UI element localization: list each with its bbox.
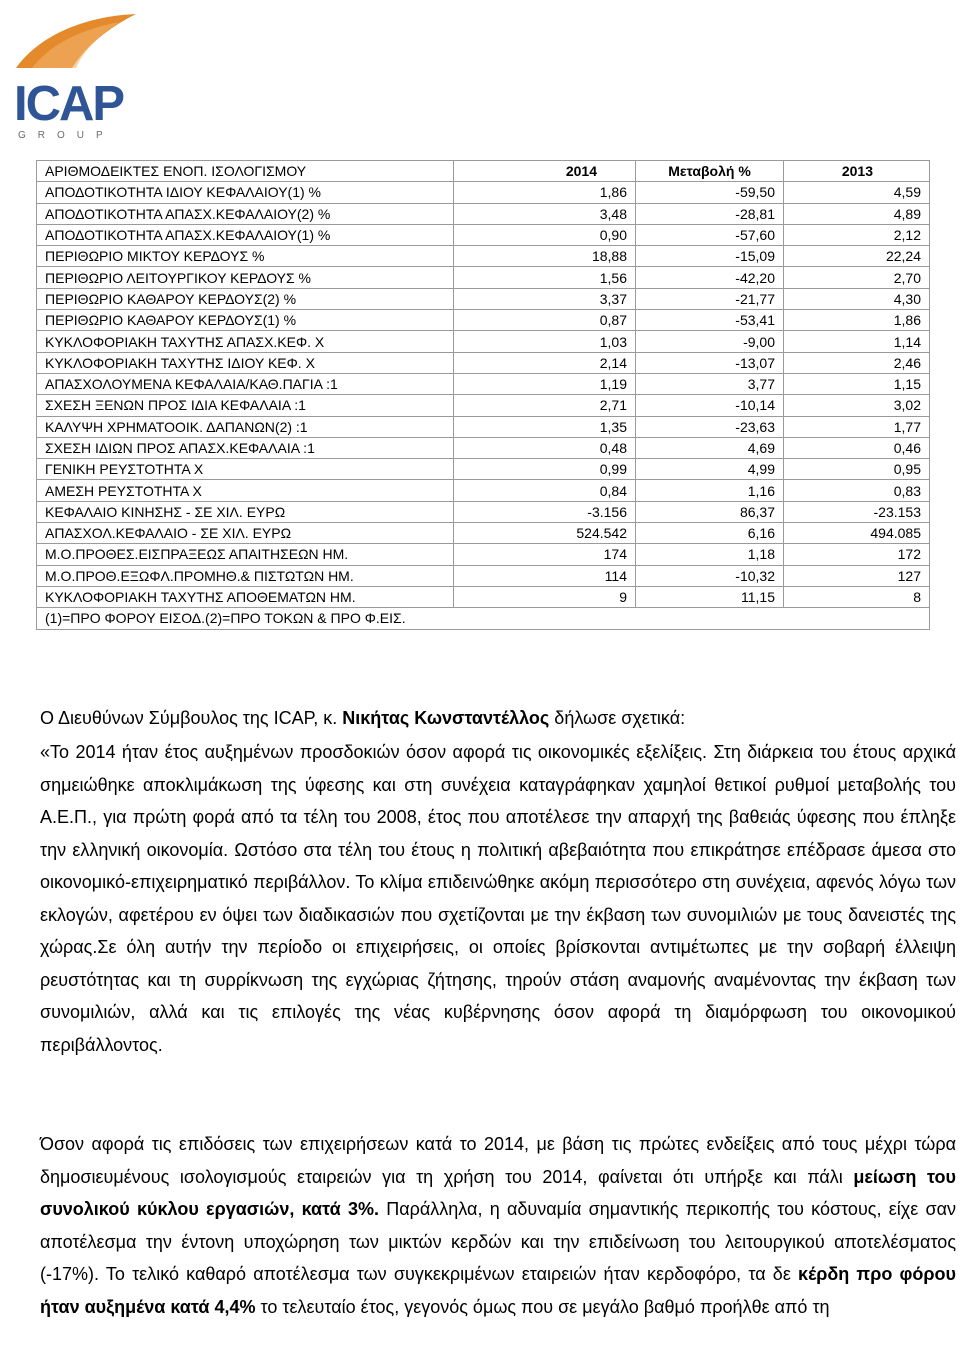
value-2014: 0,84 bbox=[454, 480, 636, 501]
row-label: Μ.Ο.ΠΡΟΘ.ΕΞΩΦΛ.ΠΡΟΜΗΘ.& ΠΙΣΤΩΤΩΝ ΗΜ. bbox=[37, 565, 454, 586]
row-label: ΑΠΟΔΟΤΙΚΟΤΗΤΑ ΑΠΑΣΧ.ΚΕΦΑΛΑΙΟΥ(2) % bbox=[37, 203, 454, 224]
p2-part3: το τελευταίο έτος, γεγονός όμως που σε μεγάλο βαθμό προήλθε από τη bbox=[255, 1296, 830, 1317]
row-label: ΣΧΕΣΗ ΞΕΝΩΝ ΠΡΟΣ ΙΔΙΑ ΚΕΦΑΛΑΙΑ :1 bbox=[37, 395, 454, 416]
table-header-row bbox=[37, 161, 930, 182]
row-label: ΑΜΕΣΗ ΡΕΥΣΤΟΤΗΤΑ Χ bbox=[37, 480, 454, 501]
value-2014: 1,03 bbox=[454, 331, 636, 352]
table-row bbox=[37, 331, 930, 352]
value-2013: 2,46 bbox=[784, 352, 930, 373]
row-label: ΚΥΚΛΟΦΟΡΙΑΚΗ ΤΑΧΥΤΗΣ ΑΠΑΣΧ.ΚΕΦ. Χ bbox=[37, 331, 454, 352]
header-2013: 2013 bbox=[784, 161, 930, 182]
table-row bbox=[37, 586, 930, 607]
footnote-row bbox=[37, 608, 930, 629]
value-change: -21,77 bbox=[636, 288, 784, 309]
ceo-name: Νικήτας Κωνσταντέλλος bbox=[342, 708, 550, 728]
p2-part2: Παράλληλα, η αδυναμία σημαντικής περικοπής του κόστους, είχε σαν αποτέλεσμα την έντονη υποχώρηση των μικτών κερδών και την επιδείνωση του λειτουργικού αποτελέσματος (-17%). Το τελικό καθαρό αποτέλεσμα των συγκεκριμένων εταιρειών ήταν κερδοφόρο, τα δε bbox=[40, 1199, 956, 1284]
p2-part1: Όσον αφορά τις επιδόσεις των επιχειρήσεων κατά το 2014, με βάση τις πρώτες ενδείξεις από τους μέχρι τώρα δημοσιευμένους ισολογισμούς εταιρειών για τη χρήση του 2014, φαίνεται ότι υπήρξε και πάλι bbox=[40, 1134, 956, 1187]
table-row bbox=[37, 480, 930, 501]
value-2013: 4,89 bbox=[784, 203, 930, 224]
row-label: ΚΥΚΛΟΦΟΡΙΑΚΗ ΤΑΧΥΤΗΣ ΙΔΙΟΥ ΚΕΦ. Χ bbox=[37, 352, 454, 373]
value-2013: 8 bbox=[784, 586, 930, 607]
table-row bbox=[37, 416, 930, 437]
value-2014: 9 bbox=[454, 586, 636, 607]
value-2014: 0,90 bbox=[454, 224, 636, 245]
row-label: ΚΕΦΑΛΑΙΟ ΚΙΝΗΣΗΣ - ΣΕ ΧΙΛ. ΕΥΡΩ bbox=[37, 501, 454, 522]
row-label: ΠΕΡΙΘΩΡΙΟ ΛΕΙΤΟΥΡΓΙΚΟΥ ΚΕΡΔΟΥΣ % bbox=[37, 267, 454, 288]
table-row bbox=[37, 544, 930, 565]
row-label: ΓΕΝΙΚΗ ΡΕΥΣΤΟΤΗΤΑ Χ bbox=[37, 459, 454, 480]
ratios-table bbox=[36, 160, 930, 630]
value-change: 4,99 bbox=[636, 459, 784, 480]
value-change: 3,77 bbox=[636, 373, 784, 394]
value-change: -10,14 bbox=[636, 395, 784, 416]
logo-group: GROUP bbox=[18, 130, 115, 140]
row-label: ΚΑΛΥΨΗ ΧΡΗΜΑΤΟΟΙΚ. ΔΑΠΑΝΩΝ(2) :1 bbox=[37, 416, 454, 437]
intro-post: δήλωσε σχετικά: bbox=[549, 708, 686, 728]
value-2014: 114 bbox=[454, 565, 636, 586]
icap-logo bbox=[12, 10, 140, 140]
value-change: -28,81 bbox=[636, 203, 784, 224]
value-2013: 0,83 bbox=[784, 480, 930, 501]
row-label: Μ.Ο.ΠΡΟΘΕΣ.ΕΙΣΠΡΑΞΕΩΣ ΑΠΑΙΤΗΣΕΩΝ ΗΜ. bbox=[37, 544, 454, 565]
row-label: ΑΠΑΣΧΟΛ.ΚΕΦΑΛΑΙΟ - ΣΕ ΧΙΛ. ΕΥΡΩ bbox=[37, 523, 454, 544]
value-change: -59,50 bbox=[636, 182, 784, 203]
value-change: 6,16 bbox=[636, 523, 784, 544]
value-2014: -3.156 bbox=[454, 501, 636, 522]
value-change: -13,07 bbox=[636, 352, 784, 373]
value-change: 1,16 bbox=[636, 480, 784, 501]
row-label: ΣΧΕΣΗ ΙΔΙΩΝ ΠΡΟΣ ΑΠΑΣΧ.ΚΕΦΑΛΑΙΑ :1 bbox=[37, 437, 454, 458]
header-change: Μεταβολή % bbox=[636, 161, 784, 182]
value-2014: 0,99 bbox=[454, 459, 636, 480]
value-2013: 127 bbox=[784, 565, 930, 586]
value-change: -10,32 bbox=[636, 565, 784, 586]
table-row bbox=[37, 246, 930, 267]
table-row bbox=[37, 224, 930, 245]
value-2013: 22,24 bbox=[784, 246, 930, 267]
value-2014: 2,71 bbox=[454, 395, 636, 416]
value-change: -9,00 bbox=[636, 331, 784, 352]
value-2013: 3,02 bbox=[784, 395, 930, 416]
value-2014: 3,48 bbox=[454, 203, 636, 224]
table-row bbox=[37, 352, 930, 373]
value-2013: -23.153 bbox=[784, 501, 930, 522]
value-2014: 0,87 bbox=[454, 310, 636, 331]
value-change: -15,09 bbox=[636, 246, 784, 267]
table-body bbox=[37, 182, 930, 608]
value-2013: 1,86 bbox=[784, 310, 930, 331]
ceo-intro bbox=[40, 702, 956, 735]
header-label: ΑΡΙΘΜΟΔΕΙΚΤΕΣ ΕΝΟΠ. ΙΣΟΛΟΓΙΣΜΟΥ bbox=[37, 161, 454, 182]
value-2014: 1,35 bbox=[454, 416, 636, 437]
row-label: ΑΠΑΣΧΟΛΟΥΜΕΝΑ ΚΕΦΑΛΑΙΑ/ΚΑΘ.ΠΑΓΙΑ :1 bbox=[37, 373, 454, 394]
value-2013: 172 bbox=[784, 544, 930, 565]
p2-bold1: μείωση του συνολικού κύκλου εργασιών, κατά 3%. bbox=[40, 1166, 956, 1219]
table-row bbox=[37, 501, 930, 522]
table-row bbox=[37, 267, 930, 288]
table-row bbox=[37, 203, 930, 224]
value-2014: 1,86 bbox=[454, 182, 636, 203]
table-row bbox=[37, 182, 930, 203]
table-row bbox=[37, 310, 930, 331]
value-change: 1,18 bbox=[636, 544, 784, 565]
value-2014: 3,37 bbox=[454, 288, 636, 309]
value-2014: 1,56 bbox=[454, 267, 636, 288]
value-2013: 494.085 bbox=[784, 523, 930, 544]
value-change: -42,20 bbox=[636, 267, 784, 288]
value-change: -53,41 bbox=[636, 310, 784, 331]
logo-wordmark: ICAP bbox=[14, 77, 124, 131]
value-2013: 4,59 bbox=[784, 182, 930, 203]
table-row bbox=[37, 373, 930, 394]
value-2014: 2,14 bbox=[454, 352, 636, 373]
row-label: ΠΕΡΙΘΩΡΙΟ ΜΙΚΤΟΥ ΚΕΡΔΟΥΣ % bbox=[37, 246, 454, 267]
row-label: ΠΕΡΙΘΩΡΙΟ ΚΑΘΑΡΟΥ ΚΕΡΔΟΥΣ(2) % bbox=[37, 288, 454, 309]
table-row bbox=[37, 395, 930, 416]
value-2014: 174 bbox=[454, 544, 636, 565]
value-2013: 0,95 bbox=[784, 459, 930, 480]
value-2013: 1,15 bbox=[784, 373, 930, 394]
table-footnote: (1)=ΠΡΟ ΦΟΡΟΥ ΕΙΣΟΔ.(2)=ΠΡΟ ΤΟΚΩΝ & ΠΡΟ Φ.ΕΙΣ. bbox=[37, 608, 930, 629]
value-2013: 4,30 bbox=[784, 288, 930, 309]
intro-pre: Ο Διευθύνων Σύμβουλος της ICAP, κ. bbox=[40, 708, 343, 728]
row-label: ΑΠΟΔΟΤΙΚΟΤΗΤΑ ΙΔΙΟΥ ΚΕΦΑΛΑΙΟΥ(1) % bbox=[37, 182, 454, 203]
table-row bbox=[37, 288, 930, 309]
value-2013: 1,14 bbox=[784, 331, 930, 352]
row-label: ΑΠΟΔΟΤΙΚΟΤΗΤΑ ΑΠΑΣΧ.ΚΕΦΑΛΑΙΟΥ(1) % bbox=[37, 224, 454, 245]
row-label: ΠΕΡΙΘΩΡΙΟ ΚΑΘΑΡΟΥ ΚΕΡΔΟΥΣ(1) % bbox=[37, 310, 454, 331]
header-2014: 2014 bbox=[454, 161, 636, 182]
value-2014: 18,88 bbox=[454, 246, 636, 267]
value-change: 86,37 bbox=[636, 501, 784, 522]
value-change: -57,60 bbox=[636, 224, 784, 245]
table-row bbox=[37, 565, 930, 586]
value-2013: 2,70 bbox=[784, 267, 930, 288]
quote-paragraph: «Το 2014 ήταν έτος αυξημένων προσδοκιών όσον αφορά τις οικονομικές εξελίξεις. Στη διάρκεια του έτους αρχικά σημειώθηκε αποκλιμάκωση της ύφεσης και στη συνέχεια καταγράφηκαν χαμηλοί θετικοί ρυθμοί μεταβολής του Α.Ε.Π., για πρώτη φορά από τα τέλη του 2008, έτος που αποτέλεσε την απαρχή της βαθειάς ύφεσης που έπληξε την ελληνική οικονομία. Ωστόσο στα τέλη του έτους η πολιτική αβεβαιότητα που επικράτησε επέδρασε άμεσα στο οικονομικό-επιχειρηματικό περιβάλλον. Το κλίμα επιδεινώθηκε ακόμη περισσότερο στη συνέχεια, αφενός λόγω των εκλογών, αφετέρου εν όψει των διαδικασιών που σχετίζονται με την έκβαση των συνομιλιών με τους δανειστές της χώρας.Σε όλη αυτήν την περίοδο οι επιχειρήσεις, οι οποίες βρίσκονται αντιμέτωπες με την σοβαρή έλλειψη ρευστότητας και τη συρρίκνωση της εγχώριας ζήτησης, τηρούν στάση αναμονής αναμένοντας την έκβαση των συνομιλιών, αλλά και τις επιλογές της νέας κυβέρνησης όσον αφορά τη διαμόρφωση του οικονομικού περιβάλλοντος. bbox=[40, 742, 956, 1055]
value-2014: 524.542 bbox=[454, 523, 636, 544]
value-change: 4,69 bbox=[636, 437, 784, 458]
value-2013: 2,12 bbox=[784, 224, 930, 245]
performance-paragraph bbox=[40, 1128, 956, 1323]
table-row bbox=[37, 459, 930, 480]
value-change: -23,63 bbox=[636, 416, 784, 437]
value-2013: 1,77 bbox=[784, 416, 930, 437]
table-row bbox=[37, 523, 930, 544]
value-2014: 1,19 bbox=[454, 373, 636, 394]
table-row bbox=[37, 437, 930, 458]
value-2014: 0,48 bbox=[454, 437, 636, 458]
row-label: ΚΥΚΛΟΦΟΡΙΑΚΗ ΤΑΧΥΤΗΣ ΑΠΟΘΕΜΑΤΩΝ ΗΜ. bbox=[37, 586, 454, 607]
value-2013: 0,46 bbox=[784, 437, 930, 458]
p2-bold2: κέρδη προ φόρου ήταν αυξημένα κατά 4,4% bbox=[40, 1264, 956, 1317]
value-change: 11,15 bbox=[636, 586, 784, 607]
